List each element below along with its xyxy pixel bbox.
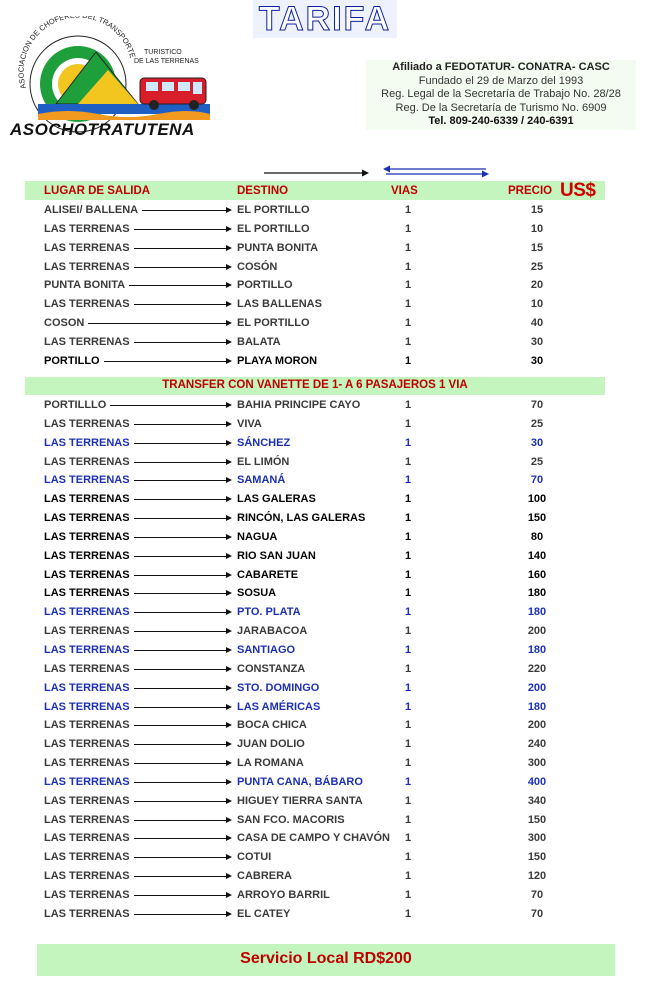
logo-sub-2: DE LAS TERRENAS bbox=[134, 58, 199, 65]
table-row bbox=[0, 453, 650, 472]
table-row bbox=[0, 584, 650, 603]
table-row bbox=[0, 396, 650, 415]
price-cell: 25 bbox=[530, 455, 544, 468]
origin-cell: LAS TERRENAS bbox=[44, 907, 130, 920]
vias-cell: 1 bbox=[405, 222, 412, 235]
destination-cell: SAN FCO. MACORIS bbox=[237, 813, 345, 826]
origin-cell: LAS TERRENAS bbox=[44, 643, 130, 656]
table-row bbox=[0, 679, 650, 698]
origin-cell: LAS TERRENAS bbox=[44, 298, 130, 311]
table-row bbox=[0, 333, 650, 352]
origin-cell: PORTILLLO bbox=[44, 399, 107, 411]
destination-cell: COTUI bbox=[237, 851, 272, 864]
route-arrow-icon bbox=[104, 361, 230, 362]
founded-line: Fundado el 29 de Marzo del 1993 bbox=[418, 74, 584, 87]
route-arrow-icon bbox=[134, 688, 230, 689]
table-row bbox=[0, 735, 650, 754]
vias-cell: 1 bbox=[405, 298, 412, 311]
origin-cell: LAS TERRENAS bbox=[44, 851, 130, 864]
destination-cell: LA ROMANA bbox=[237, 757, 304, 770]
section1-table bbox=[0, 201, 650, 371]
price-cell: 160 bbox=[527, 568, 547, 581]
vias-cell: 1 bbox=[405, 317, 412, 330]
route-arrow-icon bbox=[129, 285, 230, 286]
destination-cell: PTO. PLATA bbox=[237, 606, 301, 619]
destination-cell: BAHIA PRINCIPE CAYO bbox=[237, 399, 361, 411]
route-arrow-icon bbox=[110, 405, 230, 406]
route-arrow-icon bbox=[134, 304, 230, 305]
vias-cell: 1 bbox=[405, 870, 412, 883]
destination-cell: SÁNCHEZ bbox=[237, 436, 291, 449]
table-row bbox=[0, 660, 650, 679]
price-cell: 70 bbox=[530, 399, 544, 411]
table-row bbox=[0, 811, 650, 830]
route-arrow-icon bbox=[134, 801, 230, 802]
origin-cell: LAS TERRENAS bbox=[44, 474, 130, 487]
table-row bbox=[0, 314, 650, 333]
origin-cell: LAS TERRENAS bbox=[44, 832, 130, 845]
price-cell: 70 bbox=[530, 474, 544, 487]
route-arrow-icon bbox=[134, 857, 230, 858]
section2-band bbox=[25, 377, 605, 395]
origin-cell: PUNTA BONITA bbox=[44, 279, 126, 292]
table-row bbox=[0, 848, 650, 867]
route-arrow-icon bbox=[134, 424, 230, 425]
price-cell: 240 bbox=[527, 738, 547, 751]
origin-cell: LAS TERRENAS bbox=[44, 512, 130, 525]
table-row bbox=[0, 258, 650, 277]
route-arrow-icon bbox=[134, 342, 230, 343]
table-row bbox=[0, 773, 650, 792]
price-cell: 120 bbox=[527, 870, 547, 883]
table-row bbox=[0, 239, 650, 258]
vias-cell: 1 bbox=[405, 335, 412, 348]
origin-cell: LAS TERRENAS bbox=[44, 775, 130, 788]
vias-cell: 1 bbox=[405, 417, 412, 430]
section2-title: TRANSFER CON VANETTE DE 1- A 6 PASAJEROS 1 VIA bbox=[162, 379, 468, 391]
price-cell: 220 bbox=[527, 662, 547, 675]
route-arrow-icon bbox=[134, 267, 230, 268]
price-cell: 180 bbox=[527, 587, 547, 600]
destination-cell: PORTILLO bbox=[237, 279, 293, 292]
route-arrow-icon bbox=[134, 669, 230, 670]
route-arrow-icon bbox=[134, 480, 230, 481]
price-cell: 180 bbox=[527, 700, 547, 713]
vias-cell: 1 bbox=[405, 493, 412, 506]
destination-cell: CASA DE CAMPO Y CHAVÓN bbox=[237, 832, 391, 845]
destination-cell: CABRERA bbox=[237, 870, 292, 883]
price-cell: 300 bbox=[527, 832, 547, 845]
table-row bbox=[0, 528, 650, 547]
origin-cell: LAS TERRENAS bbox=[44, 530, 130, 543]
destination-cell: BALATA bbox=[237, 335, 281, 348]
col-origin-header: LUGAR DE SALIDA bbox=[44, 185, 151, 197]
vias-cell: 1 bbox=[405, 568, 412, 581]
price-cell: 300 bbox=[527, 757, 547, 770]
vias-cell: 1 bbox=[405, 643, 412, 656]
price-cell: 400 bbox=[527, 775, 547, 788]
price-cell: 15 bbox=[530, 204, 544, 216]
local-service-banner bbox=[37, 944, 615, 976]
vias-cell: 1 bbox=[405, 813, 412, 826]
origin-cell: LAS TERRENAS bbox=[44, 794, 130, 807]
table-row bbox=[0, 434, 650, 453]
vias-cell: 1 bbox=[405, 851, 412, 864]
price-cell: 30 bbox=[530, 335, 544, 348]
price-cell: 80 bbox=[530, 530, 544, 543]
destination-cell: SAMANÁ bbox=[237, 474, 286, 487]
origin-cell: LAS TERRENAS bbox=[44, 719, 130, 732]
vias-cell: 1 bbox=[405, 354, 412, 367]
vias-cell: 1 bbox=[405, 832, 412, 845]
phone-line: Tel. 809-240-6339 / 240-6391 bbox=[428, 115, 574, 127]
table-row bbox=[0, 698, 650, 717]
column-header-band bbox=[25, 181, 605, 200]
vias-cell: 1 bbox=[405, 530, 412, 543]
local-service-text: Servicio Local RD$200 bbox=[240, 950, 412, 967]
route-arrow-icon bbox=[134, 650, 230, 651]
registration-labor-line: Reg. Legal de la Secretaría de Trabajo No. 28/28 bbox=[381, 88, 621, 100]
origin-cell: LAS TERRENAS bbox=[44, 625, 130, 638]
vias-cell: 1 bbox=[405, 700, 412, 713]
route-arrow-icon bbox=[134, 820, 230, 821]
destination-cell: HIGUEY TIERRA SANTA bbox=[237, 794, 363, 807]
table-row bbox=[0, 754, 650, 773]
vias-cell: 1 bbox=[405, 241, 412, 254]
vias-cell: 1 bbox=[405, 888, 412, 901]
vias-cell: 1 bbox=[405, 625, 412, 638]
route-arrow-icon bbox=[134, 895, 230, 896]
price-cell: 200 bbox=[527, 719, 547, 732]
price-cell: 30 bbox=[530, 354, 544, 367]
price-cell: 40 bbox=[530, 317, 544, 330]
destination-cell: EL PORTILLO bbox=[237, 204, 310, 216]
price-cell: 180 bbox=[527, 643, 547, 656]
vias-cell: 1 bbox=[405, 907, 412, 920]
destination-cell: JARABACOA bbox=[237, 625, 308, 638]
table-row bbox=[0, 905, 650, 924]
price-cell: 25 bbox=[530, 417, 544, 430]
price-cell: 200 bbox=[527, 625, 547, 638]
route-arrow-icon bbox=[134, 499, 230, 500]
price-cell: 70 bbox=[530, 907, 544, 920]
table-row bbox=[0, 792, 650, 811]
vias-cell: 1 bbox=[405, 204, 412, 216]
registration-tourism-line: Reg. De la Secretaría de Turismo No. 6909 bbox=[395, 101, 607, 114]
origin-cell: LAS TERRENAS bbox=[44, 587, 130, 600]
route-arrow-icon bbox=[134, 707, 230, 708]
route-arrow-icon bbox=[88, 323, 230, 324]
price-cell: 15 bbox=[530, 241, 544, 254]
price-cell: 100 bbox=[527, 493, 547, 506]
vias-cell: 1 bbox=[405, 260, 412, 273]
destination-cell: CABARETE bbox=[237, 568, 299, 581]
destination-cell: EL PORTILLO bbox=[237, 317, 310, 330]
price-cell: 70 bbox=[530, 888, 544, 901]
price-cell: 30 bbox=[530, 436, 544, 449]
table-row bbox=[0, 716, 650, 735]
origin-cell: LAS TERRENAS bbox=[44, 888, 130, 901]
destination-cell: EL CATEY bbox=[237, 907, 291, 920]
origin-cell: LAS TERRENAS bbox=[44, 662, 130, 675]
destination-cell: PUNTA CANA, BÁBARO bbox=[237, 775, 363, 788]
vias-cell: 1 bbox=[405, 455, 412, 468]
origin-cell: LAS TERRENAS bbox=[44, 493, 130, 506]
price-cell: 140 bbox=[527, 549, 547, 562]
origin-cell: LAS TERRENAS bbox=[44, 436, 130, 449]
route-arrow-icon bbox=[134, 838, 230, 839]
route-arrow-icon bbox=[134, 556, 230, 557]
route-arrow-icon bbox=[134, 575, 230, 576]
section2-table bbox=[0, 396, 650, 924]
table-row bbox=[0, 867, 650, 886]
origin-cell: LAS TERRENAS bbox=[44, 757, 130, 770]
table-row bbox=[0, 276, 650, 295]
vias-cell: 1 bbox=[405, 738, 412, 751]
destination-cell: EL LIMÓN bbox=[237, 455, 290, 468]
origin-cell: LAS TERRENAS bbox=[44, 417, 130, 430]
route-arrow-icon bbox=[134, 229, 230, 230]
destination-cell: STO. DOMINGO bbox=[237, 681, 320, 694]
route-arrow-icon bbox=[134, 782, 230, 783]
origin-cell: PORTILLO bbox=[44, 354, 100, 367]
destination-cell: LAS GALERAS bbox=[237, 493, 316, 506]
vias-cell: 1 bbox=[405, 474, 412, 487]
origin-cell: COSON bbox=[44, 317, 85, 330]
route-arrow-icon bbox=[134, 537, 230, 538]
origin-cell: LAS TERRENAS bbox=[44, 700, 130, 713]
vias-cell: 1 bbox=[405, 587, 412, 600]
destination-cell: NAGUA bbox=[237, 530, 278, 543]
route-arrow-icon bbox=[134, 443, 230, 444]
table-row bbox=[0, 547, 650, 566]
price-cell: 150 bbox=[527, 851, 547, 864]
table-row bbox=[0, 295, 650, 314]
price-cell: 20 bbox=[530, 279, 544, 292]
route-arrow-icon bbox=[134, 462, 230, 463]
table-row bbox=[0, 886, 650, 905]
table-row bbox=[0, 471, 650, 490]
origin-cell: LAS TERRENAS bbox=[44, 455, 130, 468]
vias-cell: 1 bbox=[405, 719, 412, 732]
origin-cell: LAS TERRENAS bbox=[44, 335, 130, 348]
destination-cell: VIVA bbox=[237, 417, 262, 430]
origin-cell: LAS TERRENAS bbox=[44, 681, 130, 694]
price-cell: 200 bbox=[527, 681, 547, 694]
vias-cell: 1 bbox=[405, 399, 412, 411]
vias-cell: 1 bbox=[405, 512, 412, 525]
vias-cell: 1 bbox=[405, 662, 412, 675]
destination-cell: RINCÓN, LAS GALERAS bbox=[237, 512, 366, 525]
destination-cell: PUNTA BONITA bbox=[237, 241, 319, 254]
table-row bbox=[0, 490, 650, 509]
table-row bbox=[0, 566, 650, 585]
price-cell: 25 bbox=[530, 260, 544, 273]
origin-cell: LAS TERRENAS bbox=[44, 568, 130, 581]
origin-cell: LAS TERRENAS bbox=[44, 222, 130, 235]
table-row bbox=[0, 201, 650, 220]
route-arrow-icon bbox=[134, 248, 230, 249]
origin-cell: LAS TERRENAS bbox=[44, 738, 130, 751]
route-arrow-icon bbox=[134, 725, 230, 726]
vias-cell: 1 bbox=[405, 279, 412, 292]
table-row bbox=[0, 509, 650, 528]
destination-cell: PLAYA MORON bbox=[237, 354, 318, 367]
price-cell: 180 bbox=[527, 606, 547, 619]
route-arrow-icon bbox=[134, 744, 230, 745]
destination-cell: SANTIAGO bbox=[237, 643, 296, 656]
vias-cell: 1 bbox=[405, 549, 412, 562]
route-arrow-icon bbox=[134, 612, 230, 613]
route-arrow-icon bbox=[134, 631, 230, 632]
round-trip-arrow-icon bbox=[382, 164, 492, 178]
route-arrow-icon bbox=[134, 914, 230, 915]
vias-cell: 1 bbox=[405, 775, 412, 788]
destination-cell: COSÓN bbox=[237, 260, 278, 273]
destination-cell: LAS BALLENAS bbox=[237, 298, 322, 311]
destination-cell: EL PORTILLO bbox=[237, 222, 310, 235]
col-price-header: PRECIO bbox=[508, 185, 553, 197]
vias-cell: 1 bbox=[405, 436, 412, 449]
destination-cell: SOSUA bbox=[237, 587, 277, 600]
table-row bbox=[0, 622, 650, 641]
table-row bbox=[0, 641, 650, 660]
price-cell: 10 bbox=[530, 298, 544, 311]
vias-cell: 1 bbox=[405, 794, 412, 807]
origin-cell: LAS TERRENAS bbox=[44, 870, 130, 883]
destination-cell: BOCA CHICA bbox=[237, 719, 307, 732]
destination-cell: LAS AMÉRICAS bbox=[237, 700, 321, 713]
logo-sub-1: TURISTICO bbox=[144, 49, 182, 56]
origin-cell: LAS TERRENAS bbox=[44, 260, 130, 273]
vias-cell: 1 bbox=[405, 606, 412, 619]
table-row bbox=[0, 829, 650, 848]
col-vias-header: VIAS bbox=[391, 185, 418, 197]
origin-cell: LAS TERRENAS bbox=[44, 813, 130, 826]
page-title-text: TARIFA bbox=[253, 0, 397, 38]
route-arrow-icon bbox=[134, 876, 230, 877]
affiliation-block bbox=[366, 60, 636, 130]
currency-label: US$ bbox=[560, 180, 596, 201]
vias-cell: 1 bbox=[405, 757, 412, 770]
table-row bbox=[0, 220, 650, 239]
route-arrow-icon bbox=[134, 518, 230, 519]
destination-cell: JUAN DOLIO bbox=[237, 738, 305, 751]
logo-name: ASOCHOTRATUTENA bbox=[10, 120, 195, 139]
origin-cell: LAS TERRENAS bbox=[44, 549, 130, 562]
route-arrow-icon bbox=[134, 593, 230, 594]
route-arrow-icon bbox=[134, 763, 230, 764]
price-cell: 340 bbox=[527, 794, 547, 807]
affiliation-line: Afiliado a FEDOTATUR- CONATRA- CASC bbox=[392, 61, 610, 73]
one-way-arrow-icon bbox=[262, 166, 372, 178]
destination-cell: ARROYO BARRIL bbox=[237, 888, 330, 901]
price-cell: 10 bbox=[530, 222, 544, 235]
origin-cell: LAS TERRENAS bbox=[44, 241, 130, 254]
origin-cell: LAS TERRENAS bbox=[44, 606, 130, 619]
vias-cell: 1 bbox=[405, 681, 412, 694]
col-destination-header: DESTINO bbox=[237, 185, 289, 197]
price-cell: 150 bbox=[527, 813, 547, 826]
table-row bbox=[0, 415, 650, 434]
origin-cell: ALISEI/ BALLENA bbox=[44, 204, 139, 216]
destination-cell: CONSTANZA bbox=[237, 662, 306, 675]
table-row bbox=[0, 352, 650, 371]
route-arrow-icon bbox=[142, 210, 230, 211]
table-row bbox=[0, 603, 650, 622]
price-cell: 150 bbox=[527, 512, 547, 525]
destination-cell: RIO SAN JUAN bbox=[237, 549, 316, 562]
logo-ring-text: ASOCIACION DE CHOFER EL TRANSPORTE bbox=[16, 16, 138, 90]
